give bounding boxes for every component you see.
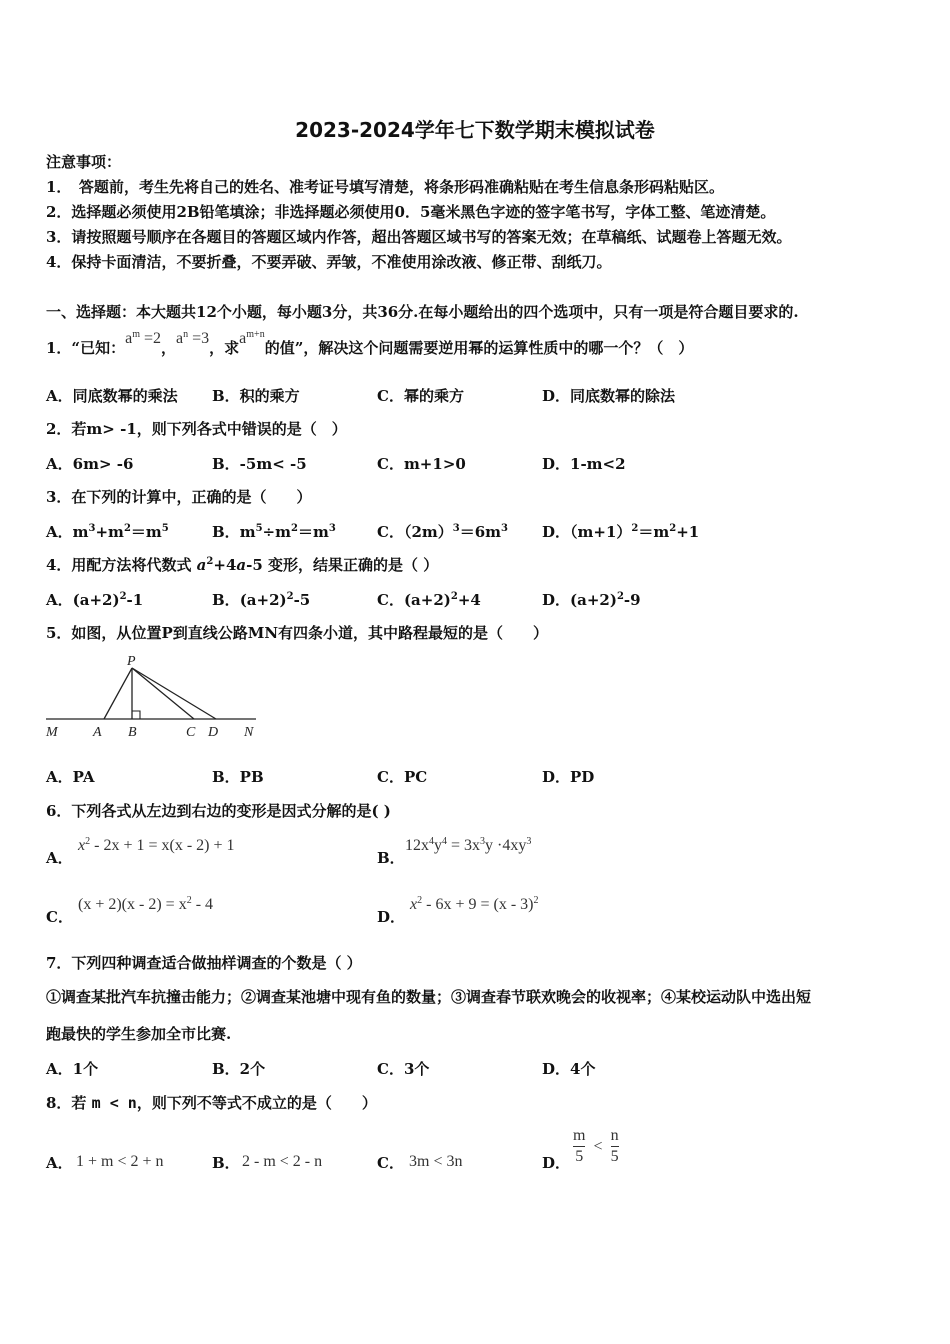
label-d: D bbox=[208, 725, 219, 740]
option-c-math: $(x + 2)(x - 2) = x^2 - 4$ bbox=[78, 895, 214, 913]
option-b-label: B． bbox=[212, 1154, 240, 1172]
option-d: D．$(m+1)^2=m^2+1$ bbox=[542, 523, 700, 541]
label-b: B bbox=[128, 725, 137, 740]
question-1-stem: 1．“已知：$a^m =2$，$a^n =3$，求$a^{m+n}$的值”，解决这个问题需要逆用幂的运算性质中的哪一个？（ ） bbox=[46, 329, 694, 357]
option-b: B．$(a+2)^2-5$ bbox=[212, 591, 311, 609]
question-4-stem: 4．用配方法将代数式 $a^2+4a-5$ 变形，结果正确的是（ ） bbox=[46, 556, 439, 574]
option-c-label: C． bbox=[46, 908, 73, 926]
option-d: D．1-m<2 bbox=[542, 455, 626, 473]
option-d: D．PD bbox=[542, 768, 595, 786]
path-pc bbox=[132, 668, 194, 719]
option-a: A．同底数幂的乘法 bbox=[46, 387, 178, 405]
option-c: C．3个 bbox=[377, 1060, 430, 1078]
option-b: B．PB bbox=[212, 768, 264, 786]
geometry-figure bbox=[44, 652, 264, 744]
option-d: D．同底数幂的除法 bbox=[542, 387, 676, 405]
option-c: C．$(2m)^3=6m^3$ bbox=[377, 523, 509, 541]
option-b-label: B． bbox=[377, 849, 405, 867]
option-c-label: C． bbox=[377, 1154, 404, 1172]
option-d-math: $\frac{m}{5}$ < $\frac{n}{5}$ bbox=[573, 1127, 619, 1165]
question-8-stem: 8．若 m < n，则下列不等式不成立的是（ ） bbox=[46, 1094, 377, 1112]
path-pd bbox=[132, 668, 216, 719]
notice-item: 4．保持卡面清洁，不要折叠，不要弄破、弄皱，不准使用涂改液、修正带、刮纸刀。 bbox=[46, 253, 612, 271]
section-heading: 一、选择题：本大题共12个小题，每小题3分，共36分.在每小题给出的四个选项中，只有一项是符合题目要求的. bbox=[46, 303, 799, 321]
option-c: C．$(a+2)^2+4$ bbox=[377, 591, 481, 609]
option-a-math: 1 + m < 2 + n bbox=[76, 1153, 164, 1170]
option-d-math: $x^2 - 6x + 9 = (x - 3)^2$ bbox=[410, 895, 539, 913]
option-d: D．$(a+2)^2-9$ bbox=[542, 591, 641, 609]
option-b: B．$m^5\div m^2=m^3$ bbox=[212, 523, 336, 541]
notice-heading: 注意事项： bbox=[46, 153, 122, 171]
option-a-label: A． bbox=[46, 1154, 73, 1172]
option-d-label: D． bbox=[377, 908, 406, 926]
option-c: C．PC bbox=[377, 768, 428, 786]
option-a-label: A． bbox=[46, 849, 73, 867]
label-a: A bbox=[93, 725, 102, 740]
option-a: A．6m> -6 bbox=[46, 455, 134, 473]
option-b-math: 2 - m < 2 - n bbox=[242, 1153, 323, 1170]
notice-item: 2．选择题必须使用2B铅笔填涂；非选择题必须使用0．5毫米黑色字迹的签字笔书写，字体工整、笔迹清楚。 bbox=[46, 203, 776, 221]
option-d: D．4个 bbox=[542, 1060, 596, 1078]
question-5-stem: 5．如图，从位置P到直线公路MN有四条小道，其中路程最短的是（ ） bbox=[46, 624, 549, 642]
question-6-stem: 6．下列各式从左边到右边的变形是因式分解的是( ) bbox=[46, 802, 391, 820]
label-c: C bbox=[186, 725, 196, 740]
option-b-math: $12x^4y^4 = 3x^3y \cdot 4xy^3$ bbox=[405, 836, 532, 854]
option-a: A．1个 bbox=[46, 1060, 99, 1078]
page-title: 2023-2024学年七下数学期末模拟试卷 bbox=[295, 118, 655, 142]
question-7-line: 跑最快的学生参加全市比赛. bbox=[46, 1025, 232, 1043]
label-p: P bbox=[127, 654, 136, 669]
notice-item: 1． 答题前，考生先将自己的姓名、准考证号填写清楚，将条形码准确粘贴在考生信息条形码粘贴区。 bbox=[46, 178, 724, 196]
notice-item: 3．请按照题号顺序在各题目的答题区域内作答，超出答题区域书写的答案无效；在草稿纸、试题卷上答题无效。 bbox=[46, 228, 792, 246]
option-c: C．m+1>0 bbox=[377, 455, 466, 473]
path-pa bbox=[104, 668, 132, 719]
option-a: A．$m^3+m^2=m^5$ bbox=[46, 523, 169, 541]
option-c: C．幂的乘方 bbox=[377, 387, 464, 405]
option-d-label: D． bbox=[542, 1154, 571, 1172]
option-a: A．PA bbox=[46, 768, 95, 786]
question-3-stem: 3．在下列的计算中，正确的是（ ） bbox=[46, 488, 312, 506]
question-2-stem: 2．若m> -1，则下列各式中错误的是（ ） bbox=[46, 420, 347, 438]
option-b: B．-5m< -5 bbox=[212, 455, 307, 473]
option-b: B．2个 bbox=[212, 1060, 266, 1078]
label-n: N bbox=[244, 725, 254, 740]
option-a: A．$(a+2)^2-1$ bbox=[46, 591, 144, 609]
right-angle-mark bbox=[132, 711, 140, 719]
option-a-math: $x^2 - 2x + 1 = x(x - 2) + 1$ bbox=[78, 836, 235, 854]
label-m: M bbox=[46, 725, 58, 740]
option-c-math: 3m < 3n bbox=[409, 1153, 463, 1170]
question-7-line: ①调查某批汽车抗撞击能力；②调查某池塘中现有鱼的数量；③调查春节联欢晚会的收视率；④某校运动队中选出短 bbox=[46, 988, 812, 1006]
option-b: B．积的乘方 bbox=[212, 387, 300, 405]
question-7-stem: 7．下列四种调查适合做抽样调查的个数是（ ） bbox=[46, 954, 362, 972]
